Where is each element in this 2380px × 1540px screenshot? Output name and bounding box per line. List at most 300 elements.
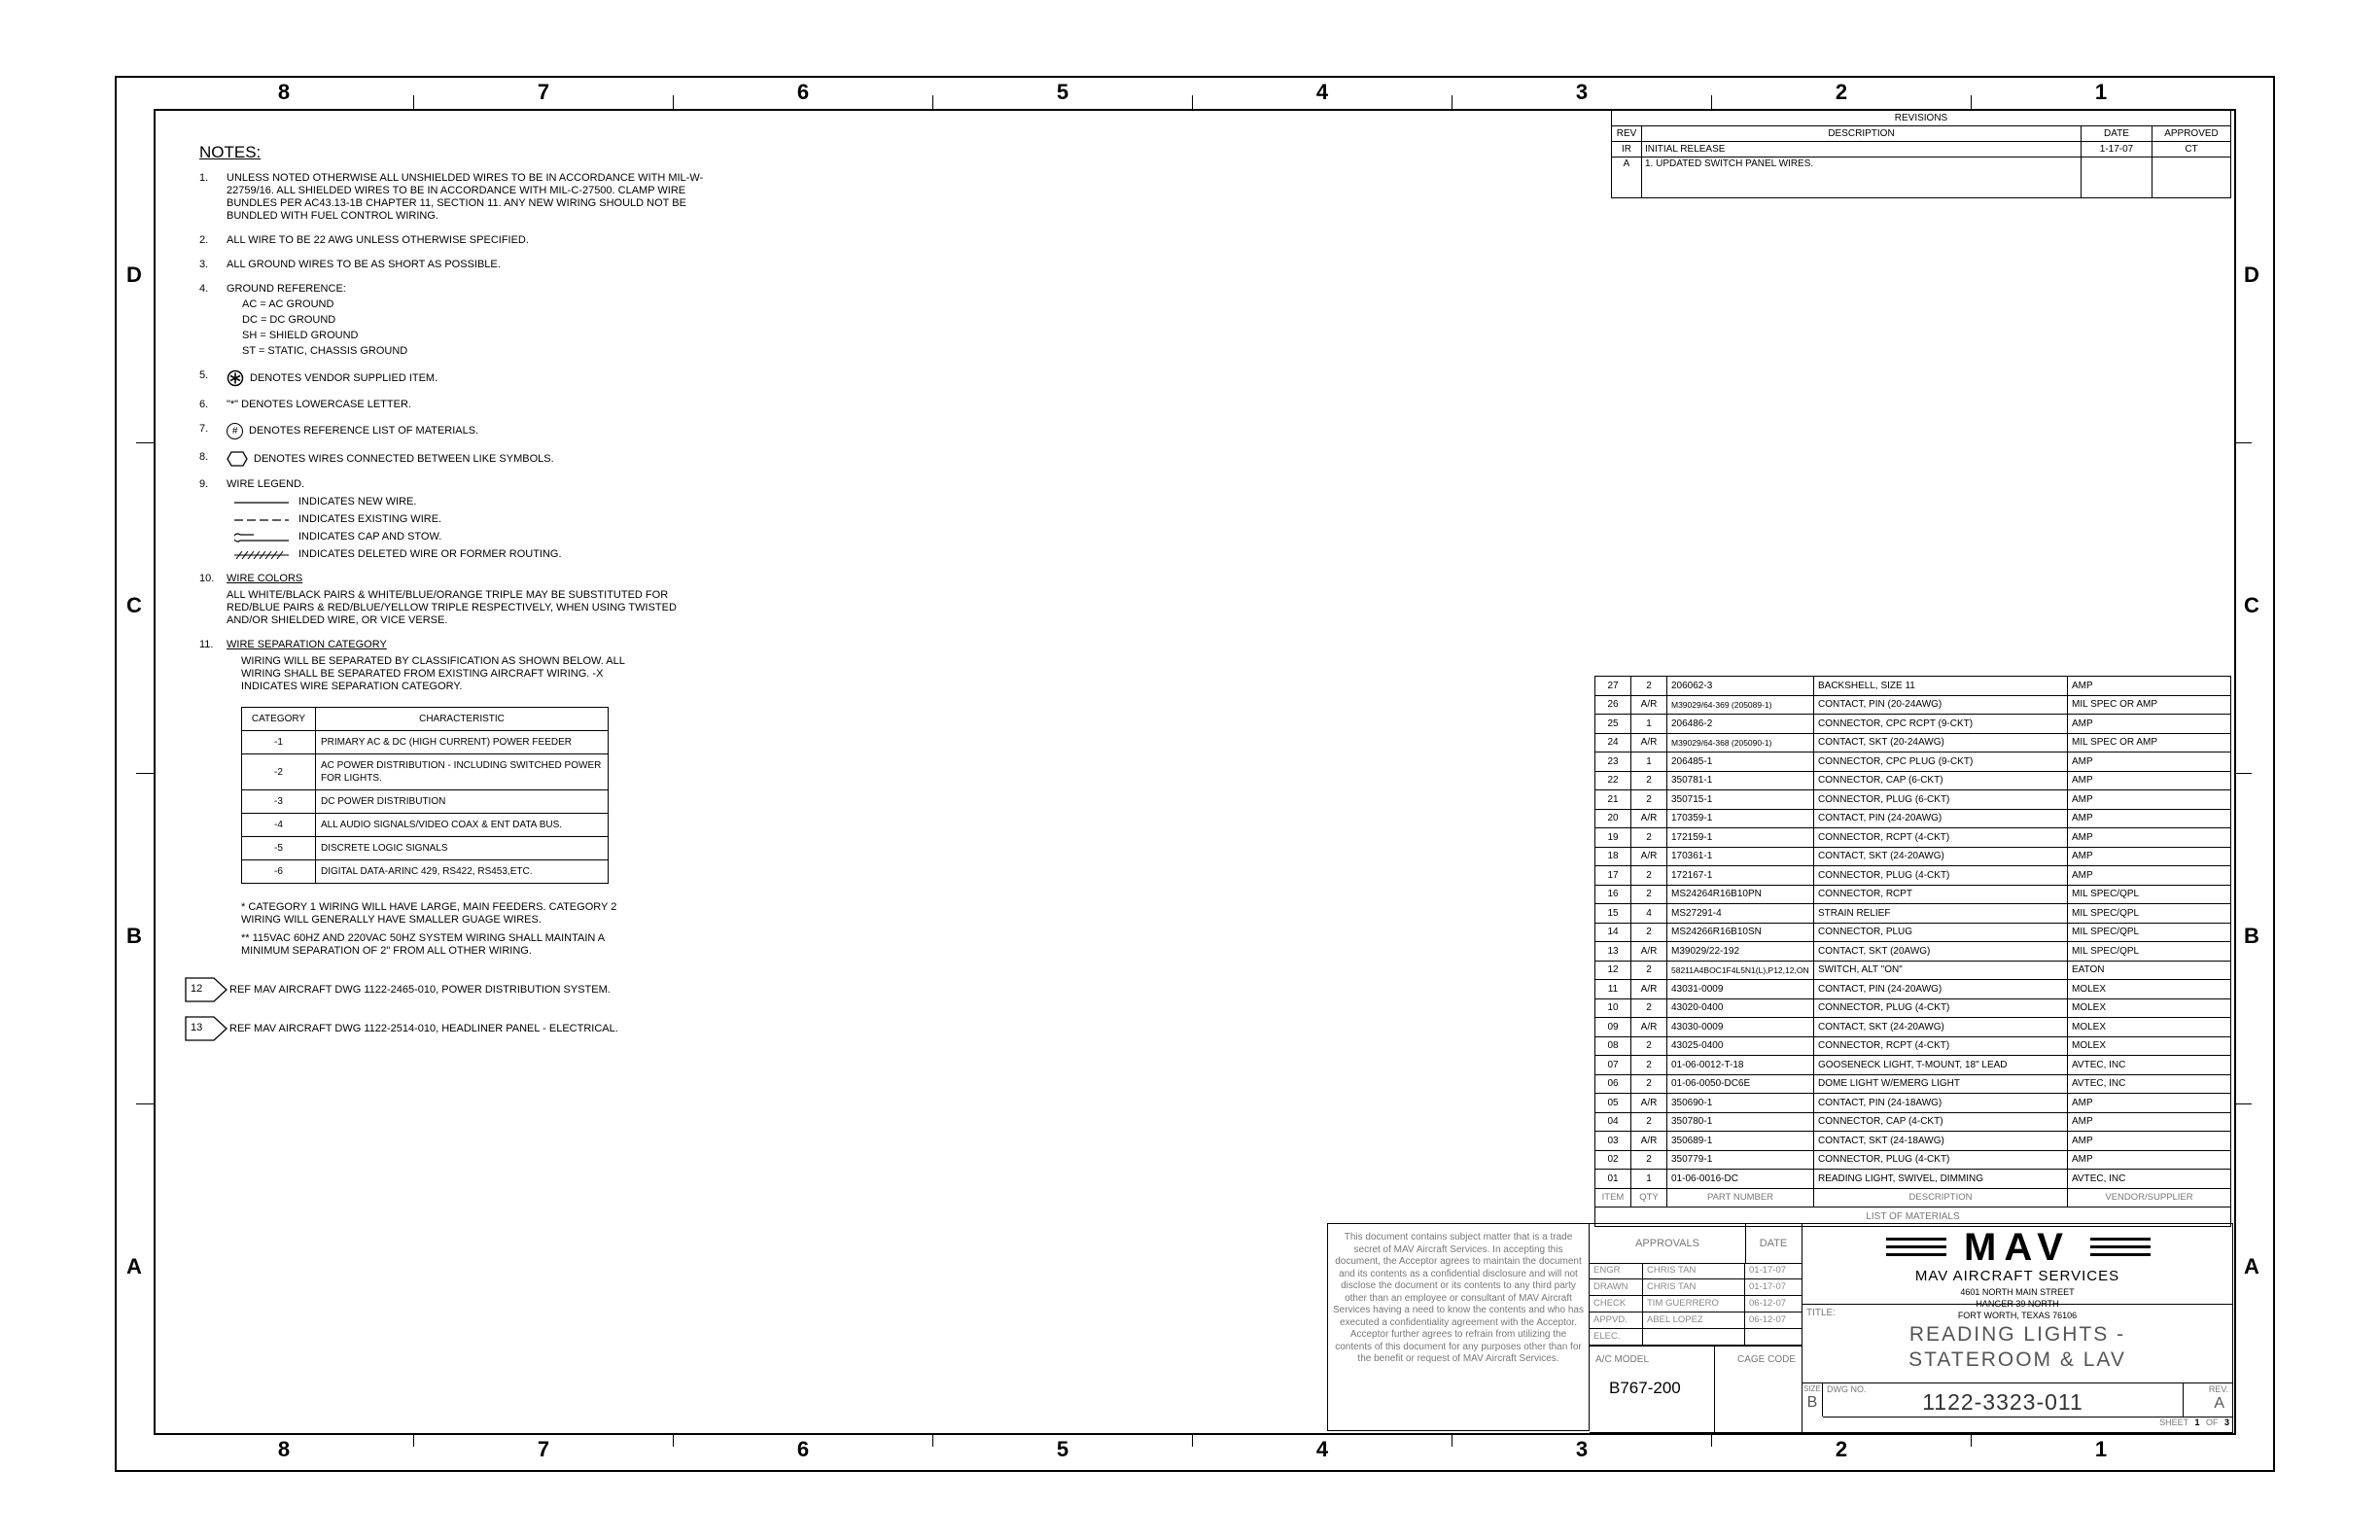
table-cell: CONTACT, SKT (24-20AWG): [1814, 1018, 2068, 1037]
table-cell: 20: [1595, 809, 1631, 828]
table-cell: AMP: [2068, 809, 2231, 828]
col-header: PART NUMBER: [1667, 1188, 1814, 1208]
table-cell: M39029/64-368 (205090-1): [1667, 733, 1814, 752]
sheet-number: 1: [2194, 1418, 2200, 1427]
table-cell: -2: [242, 754, 316, 790]
table-cell: CONTACT, SKT (20AWG): [1814, 942, 2068, 962]
note-3: 3. ALL GROUND WIRES TO BE AS SHORT AS POSSIBLE.: [199, 259, 705, 271]
col-header: APPROVED: [2152, 126, 2231, 142]
table-cell: BACKSHELL, SIZE 11: [1814, 677, 2068, 696]
table-row: [1595, 885, 2231, 904]
table-row: [1595, 752, 2231, 772]
table-row: [1595, 1056, 2231, 1075]
zone-col-1: 1: [2094, 1437, 2108, 1461]
deleted-line-icon: [234, 551, 289, 559]
table-cell: 2: [1631, 885, 1667, 904]
table-header-row: [1595, 1188, 2231, 1208]
flag-note-icon: [185, 1016, 228, 1041]
table-cell: A/R: [1631, 1132, 1667, 1151]
table-cell: -4: [242, 814, 316, 837]
table-cell: MOLEX: [2068, 980, 2231, 999]
size-value: B: [1806, 1394, 1818, 1411]
col-header: DATE: [2082, 126, 2152, 142]
table-cell: A/R: [1631, 1018, 1667, 1037]
zone-row-d: D: [2244, 262, 2259, 287]
approval-role: APPVD.: [1590, 1312, 1643, 1329]
table-cell: AMP: [2068, 677, 2231, 696]
dwg-no-value: 1122-3323-011: [1922, 1389, 2083, 1415]
table-cell: MIL SPEC/QPL: [2068, 885, 2231, 904]
table-cell: AVTEC, INC: [2068, 1170, 2231, 1189]
separation-category-table: [241, 707, 609, 884]
table-cell: 206485-1: [1667, 752, 1814, 772]
ac-model-box: [1590, 1347, 1715, 1432]
table-cell: CONTACT, SKT (24-18AWG): [1814, 1132, 2068, 1151]
flag-number: 13: [191, 1022, 203, 1033]
table-cell: MOLEX: [2068, 998, 2231, 1018]
title-label: TITLE:: [1806, 1308, 1837, 1318]
mav-logo: [1802, 1226, 2232, 1269]
table-cell: 16: [1595, 885, 1631, 904]
ref-note-text: REF MAV AIRCRAFT DWG 1122-2465-010, POWER DISTRIBUTION SYSTEM.: [229, 983, 611, 996]
table-cell: CONNECTOR, CPC PLUG (9-CKT): [1814, 752, 2068, 772]
approval-date: 01-17-07: [1745, 1263, 1802, 1279]
of-label: OF: [2205, 1418, 2219, 1427]
table-cell: CONNECTOR, PLUG (6-CKT): [1814, 790, 2068, 810]
table-row: [242, 837, 609, 860]
company-name: MAV AIRCRAFT SERVICES: [1914, 1268, 2120, 1284]
zone-col-5: 5: [1056, 80, 1069, 104]
zone-col-2: 2: [1835, 1437, 1848, 1461]
table-row: [1595, 1094, 2231, 1113]
table-cell: [2082, 158, 2152, 198]
cap-stow-icon: [234, 532, 289, 543]
dwg-no-label: DWG NO.: [1827, 1384, 1867, 1394]
zone-col-1: 1: [2094, 80, 2108, 104]
table-cell: AMP: [2068, 866, 2231, 886]
table-cell: CONNECTOR, RCPT (4-CKT): [1814, 1036, 2068, 1056]
tick: [673, 95, 674, 109]
zone-col-8: 8: [277, 1437, 291, 1461]
table-cell: CONNECTOR, CPC RCPT (9-CKT): [1814, 715, 2068, 734]
table-cell: 03: [1595, 1132, 1631, 1151]
table-cell: 2: [1631, 677, 1667, 696]
note-text: UNLESS NOTED OTHERWISE ALL UNSHIELDED WIRES TO BE IN ACCORDANCE WITH MIL-W-22759/16. ALL SHIELDED WIRES TO BE IN ACCORDANCE WITH MIL-C-27500. CLAMP WIRE BUNDLES PER AC43.13-1B CHAPTER 11, SECTION 11. ANY NEW WIRING SHOULD NOT BE BUNDLED WITH FUEL CONTROL WIRING.: [227, 172, 704, 222]
table-cell: CONTACT, SKT (24-20AWG): [1814, 847, 2068, 866]
note-text: GROUND REFERENCE:: [227, 283, 346, 295]
table-cell: A/R: [1631, 980, 1667, 999]
approval-name: CHRIS TAN: [1643, 1279, 1745, 1296]
table-cell: 1: [1631, 752, 1667, 772]
note-2: 2. ALL WIRE TO BE 22 AWG UNLESS OTHERWISE SPECIFIED.: [199, 234, 705, 247]
ground-sh: SH = SHIELD GROUND: [242, 330, 359, 341]
table-cell: 14: [1595, 923, 1631, 942]
ac-model-label: A/C MODEL: [1595, 1354, 1650, 1365]
table-cell: IR: [1612, 142, 1642, 158]
zone-col-7: 7: [537, 1437, 550, 1461]
sheet-label: SHEET: [2159, 1418, 2188, 1427]
table-row: [1595, 1036, 2231, 1056]
revisions-table: [1611, 110, 2231, 198]
table-cell: MIL SPEC OR AMP: [2068, 733, 2231, 752]
legend-existing: [234, 513, 705, 526]
table-row: [1595, 904, 2231, 924]
approval-date: 06-12-07: [1745, 1296, 1802, 1312]
note-11: 11. WIRE SEPARATION CATEGORY WIRING WILL BE SEPARATED BY CLASSIFICATION AS SHOWN BELOW. ALL WIRING SHALL BE SEPARATED FROM EXISTING AIRCRAFT WIRING. -X INDICATES WIRE SEPARATION CATEGORY. CATEGORY CHARACTERISTIC -1 PRIMARY AC & DC (HIGH CURRENT) POWER FEEDER -2 AC POWER DISTRIBUTION - INCLUDING SWITCHED POWER FOR LIGHTS. -3 DC POWER DISTRIBUTION -4 ALL AUDIO SIGNALS/VIDEO COAX & ENT DATA BUS. -5 DISCRETE LOGIC SIGNALS -6 DIGITAL DATA-ARINC 429, RS422, RS453,ETC. * CATEGORY 1 WIRING WILL HAVE LARGE, MAIN FEEDERS. CATEGORY 2 WIRING WILL GENERALLY HAVE SMALLER GUAGE WIRES. ** 115VAC 60HZ AND 220VAC 50HZ SYSTEM WIRING SHALL MAINTAIN A MINIMUM SEPARATION OF 2" FROM ALL OTHER WIRING.: [199, 639, 705, 958]
dashed-line-icon: [234, 516, 289, 524]
zone-row-a: A: [2244, 1254, 2259, 1278]
table-row: [1595, 733, 2231, 752]
note-text: DENOTES VENDOR SUPPLIED ITEM.: [250, 371, 438, 384]
table-cell: A/R: [1631, 847, 1667, 866]
table-row: [1612, 142, 2231, 158]
table-cell: DOME LIGHT W/EMERG LIGHT: [1814, 1074, 2068, 1094]
table-cell: MIL SPEC/QPL: [2068, 923, 2231, 942]
table-row: [1595, 809, 2231, 828]
table-cell: AVTEC, INC: [2068, 1056, 2231, 1075]
table-cell: DC POWER DISTRIBUTION: [316, 790, 609, 814]
table-cell: CONTACT, PIN (20-24AWG): [1814, 695, 2068, 715]
col-header: CHARACTERISTIC: [316, 708, 609, 731]
table-cell: 18: [1595, 847, 1631, 866]
zone-col-5: 5: [1056, 1437, 1069, 1461]
table-cell: MOLEX: [2068, 1036, 2231, 1056]
table-cell: 26: [1595, 695, 1631, 715]
note-9: 9. WIRE LEGEND. INDICATES NEW WIRE. INDICATES EXISTING WIRE. INDICATES CAP AND STOW. INDICATES DELETED WIRE OR FORMER ROUTING.: [199, 478, 705, 561]
approval-date: [1745, 1329, 1802, 1346]
table-cell: MOLEX: [2068, 1018, 2231, 1037]
note-text: WIRING WILL BE SEPARATED BY CLASSIFICATION AS SHOWN BELOW. ALL WIRING SHALL BE SEPARATED FROM EXISTING AIRCRAFT WIRING. -X INDICATES WIRE SEPARATION CATEGORY.: [241, 655, 625, 692]
address-line-3: FORT WORTH, TEXAS 76106: [1957, 1311, 2078, 1320]
table-cell: MIL SPEC/QPL: [2068, 942, 2231, 962]
ref-note-text: REF MAV AIRCRAFT DWG 1122-2514-010, HEADLINER PANEL - ELECTRICAL.: [229, 1022, 618, 1034]
tick: [2234, 773, 2252, 774]
zone-row-c: C: [126, 593, 142, 617]
zone-col-4: 4: [1315, 80, 1329, 104]
zone-col-2: 2: [1835, 80, 1848, 104]
tick: [413, 95, 414, 109]
tick: [673, 1433, 674, 1447]
col-header: DESCRIPTION: [1814, 1188, 2068, 1208]
solid-line-icon: [234, 499, 289, 507]
table-row: [242, 731, 609, 754]
sheet-info: [1823, 1418, 2229, 1432]
table-cell: 2: [1631, 1112, 1667, 1132]
table-cell: 09: [1595, 1018, 1631, 1037]
table-cell: 2: [1631, 1074, 1667, 1094]
col-header: CATEGORY: [242, 708, 316, 731]
approvals-box: [1590, 1224, 1802, 1347]
table-cell: 2: [1631, 998, 1667, 1018]
table-cell: 43030-0009: [1667, 1018, 1814, 1037]
table-row: [242, 754, 609, 790]
list-of-materials-table: [1594, 676, 2231, 1227]
approval-date: 01-17-07: [1745, 1279, 1802, 1296]
footnote-2: ** 115VAC 60HZ AND 220VAC 50HZ SYSTEM WIRING SHALL MAINTAIN A MINIMUM SEPARATION OF 2" FROM ALL OTHER WIRING.: [241, 932, 605, 957]
table-cell: 27: [1595, 677, 1631, 696]
table-cell: 12: [1595, 961, 1631, 980]
approval-role: ELEC.: [1590, 1329, 1643, 1346]
table-cell: CONNECTOR, PLUG (4-CKT): [1814, 866, 2068, 886]
table-cell: 1: [1631, 715, 1667, 734]
approval-name: CHRIS TAN: [1643, 1263, 1745, 1279]
note-text: ALL GROUND WIRES TO BE AS SHORT AS POSSIBLE.: [227, 259, 501, 270]
table-cell: A/R: [1631, 695, 1667, 715]
table-cell: MIL SPEC/QPL: [2068, 904, 2231, 924]
zone-col-3: 3: [1575, 1437, 1589, 1461]
tick: [136, 1103, 154, 1104]
table-cell: 01-06-0012-T-18: [1667, 1056, 1814, 1075]
note-4: 4. GROUND REFERENCE: AC = AC GROUND DC = DC GROUND SH = SHIELD GROUND ST = STATIC, CHASSIS GROUND: [199, 283, 705, 358]
table-cell: 4: [1631, 904, 1667, 924]
tick: [2234, 1103, 2252, 1104]
table-cell: -3: [242, 790, 316, 814]
note-text: ALL WHITE/BLACK PAIRS & WHITE/BLUE/ORANGE TRIPLE MAY BE SUBSTITUTED FOR RED/BLUE PAIRS & RED/BLUE/YELLOW TRIPLE RESPECTIVELY, WHEN USING TWISTED AND/OR SHIELDED WIRE, OR VICE VERSE.: [227, 589, 677, 626]
table-row: [1595, 847, 2231, 866]
table-cell: MIL SPEC OR AMP: [2068, 695, 2231, 715]
footnote-1: * CATEGORY 1 WIRING WILL HAVE LARGE, MAIN FEEDERS. CATEGORY 2 WIRING WILL GENERALLY HAVE SMALLER GUAGE WIRES.: [241, 901, 617, 926]
ground-ac: AC = AC GROUND: [242, 298, 334, 310]
table-cell: CONNECTOR, PLUG (4-CKT): [1814, 1150, 2068, 1170]
tick: [1192, 1433, 1193, 1447]
ref-note-13: [185, 1016, 705, 1041]
table-cell: 350779-1: [1667, 1150, 1814, 1170]
table-row: [242, 860, 609, 884]
sheet-total: 3: [2223, 1418, 2229, 1427]
table-row: [1595, 771, 2231, 790]
note-title: WIRE SEPARATION CATEGORY: [227, 639, 387, 650]
table-cell: CONNECTOR, RCPT (4-CKT): [1814, 828, 2068, 848]
col-header: REV: [1612, 126, 1642, 142]
table-cell: CONTACT, PIN (24-20AWG): [1814, 809, 2068, 828]
tick: [413, 1433, 414, 1447]
table-cell: EATON: [2068, 961, 2231, 980]
table-row: [1612, 158, 2231, 198]
legend-text: INDICATES CAP AND STOW.: [298, 531, 442, 542]
cage-code-label: CAGE CODE: [1736, 1354, 1796, 1365]
drawing-title-box: [1802, 1305, 2232, 1383]
table-cell: A/R: [1631, 809, 1667, 828]
zone-row-d: D: [126, 262, 142, 287]
approvals-label: APPROVALS: [1590, 1224, 1746, 1264]
col-header: ITEM: [1595, 1188, 1631, 1208]
table-cell: CONNECTOR, RCPT: [1814, 885, 2068, 904]
table-cell: MS24264R16B10PN: [1667, 885, 1814, 904]
note-10: 10. WIRE COLORS ALL WHITE/BLACK PAIRS & WHITE/BLUE/ORANGE TRIPLE MAY BE SUBSTITUTED FOR RED/BLUE PAIRS & RED/BLUE/YELLOW TRIPLE RESPECTIVELY, WHEN USING TWISTED AND/OR SHIELDED WIRE, OR VICE VERSE.: [199, 573, 705, 627]
table-cell: ALL AUDIO SIGNALS/VIDEO COAX & ENT DATA BUS.: [316, 814, 609, 837]
address-line-2: HANGER 39 NORTH: [1976, 1299, 2059, 1309]
table-cell: 21: [1595, 790, 1631, 810]
table-cell: 11: [1595, 980, 1631, 999]
table-cell: M39029/64-369 (205089-1): [1667, 695, 1814, 715]
table-cell: DISCRETE LOGIC SIGNALS: [316, 837, 609, 860]
title-block: [1590, 1223, 2233, 1433]
table-cell: AMP: [2068, 1094, 2231, 1113]
table-cell: 01: [1595, 1170, 1631, 1189]
table-cell: 170361-1: [1667, 847, 1814, 866]
table-cell: M39029/22-192: [1667, 942, 1814, 962]
size-label: SIZE: [1803, 1384, 1821, 1393]
flag-number: 12: [191, 983, 203, 995]
rev-value: A: [2214, 1395, 2224, 1412]
table-cell: A: [1612, 158, 1642, 198]
table-cell: CONNECTOR, PLUG: [1814, 923, 2068, 942]
table-cell: A/R: [1631, 1094, 1667, 1113]
table-cell: 206062-3: [1667, 677, 1814, 696]
drawing-title-line-2: STATEROOM & LAV: [1908, 1348, 2126, 1371]
table-cell: CT: [2152, 142, 2231, 158]
table-cell: 2: [1631, 866, 1667, 886]
table-header-row: [242, 708, 609, 731]
table-cell: 43031-0009: [1667, 980, 1814, 999]
zone-col-6: 6: [796, 80, 810, 104]
table-cell: 22: [1595, 771, 1631, 790]
table-cell: 350715-1: [1667, 790, 1814, 810]
table-cell: 17: [1595, 866, 1631, 886]
table-cell: 172167-1: [1667, 866, 1814, 886]
legend-text: INDICATES EXISTING WIRE.: [298, 513, 442, 525]
table-cell: 350689-1: [1667, 1132, 1814, 1151]
table-cell: 2: [1631, 923, 1667, 942]
col-header: DESCRIPTION: [1642, 126, 2082, 142]
table-cell: 01-06-0016-DC: [1667, 1170, 1814, 1189]
table-row: [1595, 677, 2231, 696]
note-5: 5. DENOTES VENDOR SUPPLIED ITEM.: [199, 369, 705, 387]
table-cell: 2: [1631, 771, 1667, 790]
table-cell: 172159-1: [1667, 828, 1814, 848]
table-row: [1595, 866, 2231, 886]
table-cell: 1: [1631, 1170, 1667, 1189]
table-cell: 05: [1595, 1094, 1631, 1113]
table-cell: AVTEC, INC: [2068, 1074, 2231, 1094]
table-cell: MS27291-4: [1667, 904, 1814, 924]
table-cell: 1-17-07: [2082, 142, 2152, 158]
table-row: [1595, 998, 2231, 1018]
table-cell: CONNECTOR, PLUG (4-CKT): [1814, 998, 2068, 1018]
table-cell: CONNECTOR, CAP (4-CKT): [1814, 1112, 2068, 1132]
proprietary-notice: This document contains subject matter that is a trade secret of MAV Aircraft Services. In accepting this document, the Acceptor agrees to maintain the document and its contents as a confidential disclosure and will not disclose the document or its contents to any third party other than an employee or consultant of MAV Aircraft Services having a need to know the contents and who has executed a confidentiality agreement with the Acceptor. Acceptor further agrees to refrain from utilizing the contents of this document for any purposes other than for the benefit or request of MAV Aircraft Services.: [1327, 1223, 1590, 1431]
approval-role: ENGR: [1590, 1263, 1643, 1279]
table-cell: 06: [1595, 1074, 1631, 1094]
approval-name: TIM GUERRERO: [1643, 1296, 1745, 1312]
flag-note-icon: [185, 977, 228, 1002]
table-cell: 13: [1595, 942, 1631, 962]
table-cell: AMP: [2068, 1150, 2231, 1170]
table-cell: 24: [1595, 733, 1631, 752]
notes-header: NOTES:: [199, 143, 262, 161]
tick: [1971, 95, 1972, 109]
tick: [136, 442, 154, 443]
table-cell: SWITCH, ALT "ON": [1814, 961, 2068, 980]
revisions-title: REVISIONS: [1612, 111, 2231, 126]
ground-st: ST = STATIC, CHASSIS GROUND: [242, 345, 408, 357]
table-row: [1595, 1132, 2231, 1151]
table-cell: PRIMARY AC & DC (HIGH CURRENT) POWER FEEDER: [316, 731, 609, 754]
table-cell: 58211A4BOC1F4L5N1(L),P12,12,ON: [1667, 961, 1814, 980]
table-cell: 43025-0400: [1667, 1036, 1814, 1056]
date-label: DATE: [1745, 1224, 1802, 1264]
drawing-title-line-1: READING LIGHTS -: [1908, 1323, 2126, 1346]
tick: [136, 773, 154, 774]
tick: [932, 1433, 933, 1447]
table-row: [1595, 828, 2231, 848]
table-row: [1595, 715, 2231, 734]
note-8: 8. DENOTES WIRES CONNECTED BETWEEN LIKE SYMBOLS.: [199, 451, 705, 467]
note-title: WIRE COLORS: [227, 573, 303, 584]
table-cell: 43020-0400: [1667, 998, 1814, 1018]
tick: [1711, 1433, 1712, 1447]
rev-label: REV.: [2208, 1384, 2228, 1394]
table-row: [1595, 790, 2231, 810]
table-cell: 2: [1631, 828, 1667, 848]
zone-row-c: C: [2244, 593, 2259, 617]
note-text: ALL WIRE TO BE 22 AWG UNLESS OTHERWISE SPECIFIED.: [227, 234, 529, 246]
vendor-asterisk-icon: [227, 369, 244, 387]
table-cell: CONTACT, SKT (20-24AWG): [1814, 733, 2068, 752]
table-cell: 2: [1631, 961, 1667, 980]
table-cell: 23: [1595, 752, 1631, 772]
table-cell: 2: [1631, 1036, 1667, 1056]
table-cell: -5: [242, 837, 316, 860]
col-header: VENDOR/SUPPLIER: [2068, 1188, 2231, 1208]
table-cell: 02: [1595, 1150, 1631, 1170]
table-cell: AMP: [2068, 847, 2231, 866]
zone-row-a: A: [126, 1254, 142, 1278]
zone-col-8: 8: [277, 80, 291, 104]
table-cell: 206486-2: [1667, 715, 1814, 734]
table-cell: 04: [1595, 1112, 1631, 1132]
table-row: [1595, 1018, 2231, 1037]
table-cell: CONTACT, PIN (24-18AWG): [1814, 1094, 2068, 1113]
table-cell: [2152, 158, 2231, 198]
table-row: [242, 814, 609, 837]
table-cell: 19: [1595, 828, 1631, 848]
table-row: [1595, 1112, 2231, 1132]
table-cell: AMP: [2068, 771, 2231, 790]
table-cell: STRAIN RELIEF: [1814, 904, 2068, 924]
table-cell: AMP: [2068, 790, 2231, 810]
zone-col-3: 3: [1575, 80, 1589, 104]
table-row: [1595, 1150, 2231, 1170]
zone-col-4: 4: [1315, 1437, 1329, 1461]
table-cell: 01-06-0050-DC6E: [1667, 1074, 1814, 1094]
zone-col-6: 6: [796, 1437, 810, 1461]
hexagon-icon: [227, 451, 248, 467]
note-text: DENOTES REFERENCE LIST OF MATERIALS.: [249, 425, 479, 437]
table-cell: AMP: [2068, 828, 2231, 848]
table-cell: 1. UPDATED SWITCH PANEL WIRES.: [1642, 158, 2082, 198]
note-text: DENOTES WIRES CONNECTED BETWEEN LIKE SYMBOLS.: [254, 452, 554, 465]
table-cell: AC POWER DISTRIBUTION - INCLUDING SWITCHED POWER FOR LIGHTS.: [316, 754, 609, 790]
ac-model-value: B767-200: [1609, 1379, 1681, 1397]
tick: [2234, 442, 2252, 443]
logo-text: MAV: [1964, 1226, 2071, 1269]
ground-dc: DC = DC GROUND: [242, 314, 336, 326]
table-row: [1595, 961, 2231, 980]
legend-text: INDICATES NEW WIRE.: [298, 496, 417, 508]
ref-note-12: [185, 977, 705, 1002]
table-cell: -1: [242, 731, 316, 754]
table-cell: 08: [1595, 1036, 1631, 1056]
legend-new: [234, 496, 705, 508]
note-text: WIRE LEGEND.: [227, 478, 305, 490]
table-cell: AMP: [2068, 1132, 2231, 1151]
table-cell: READING LIGHT, SWIVEL, DIMMING: [1814, 1170, 2068, 1189]
table-cell: 350780-1: [1667, 1112, 1814, 1132]
table-cell: DIGITAL DATA-ARINC 429, RS422, RS453,ETC.: [316, 860, 609, 884]
ref-circle-icon: #: [227, 423, 243, 439]
table-cell: A/R: [1631, 733, 1667, 752]
